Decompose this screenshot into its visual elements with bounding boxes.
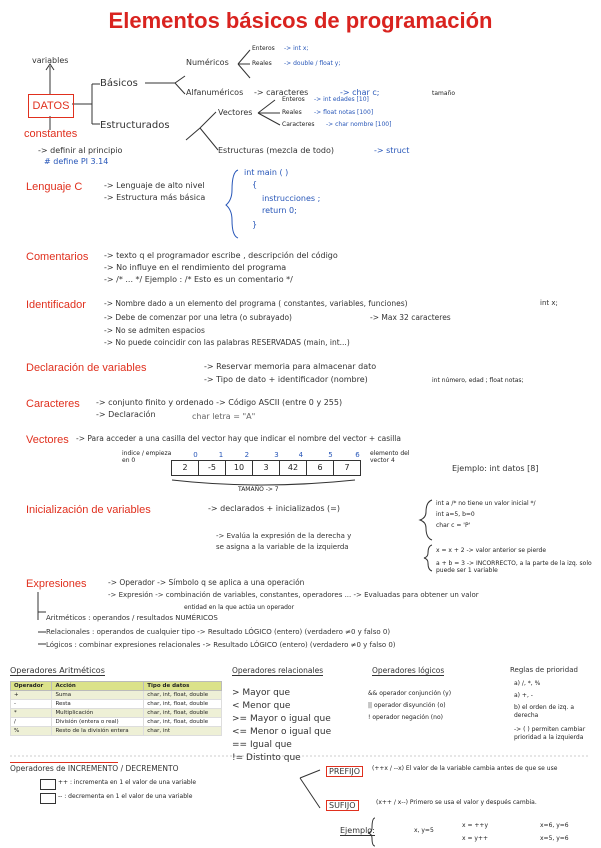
vector-element-label: elemento del vector 4 <box>370 450 410 464</box>
table-cell: char, int, float, double <box>144 709 222 718</box>
identificador-max: -> Max 32 caracteres <box>370 313 451 322</box>
declaracion-line-1: -> Reservar memoria para almacenar dato <box>204 362 377 371</box>
basicos-label: Básicos <box>100 78 138 89</box>
caracteres-heading: Caracteres <box>26 398 80 410</box>
table-cell: Suma <box>52 691 144 700</box>
struct-code: -> struct <box>374 146 410 155</box>
vector-value: 6 <box>317 463 323 472</box>
vec-caracteres-label: Caracteres <box>282 121 315 128</box>
table-row <box>11 700 222 709</box>
declaracion-line-2: -> Tipo de dato + identificador (nombre) <box>204 375 368 384</box>
prioridad-item: b) el orden de izq. a derecha <box>514 704 575 719</box>
vector-cell <box>252 451 280 476</box>
vector-cell <box>198 451 226 476</box>
table-cell: % <box>11 727 52 736</box>
init-example-2: int a=5, b=0 <box>436 511 475 518</box>
vector-value: 2 <box>182 463 188 472</box>
table-row <box>11 718 222 727</box>
table-header-row <box>11 682 222 691</box>
lenguaje-line-1: -> Lenguaje de alto nivel <box>104 181 205 190</box>
define-note: -> definir al principio <box>38 146 123 155</box>
declaracion-heading: Declaración de variables <box>26 362 147 374</box>
identificador-line-2: -> Debe de comenzar por una letra (o subrayado) <box>104 313 292 322</box>
vec-enteros-code: -> int edades [10] <box>314 96 369 103</box>
comentarios-line-3: -> /* ... */ Ejemplo : /* Esto es un comentario */ <box>104 275 293 284</box>
ejemplo-init: x, y=5 <box>414 827 434 834</box>
expresiones-logicos: Lógicos : combinar expresiones relacionales -> Resultado LÓGICO (entero) (verdadero ≠0 y falso 0) <box>46 641 396 649</box>
code-close-brace: } <box>252 220 258 229</box>
enteros-code: -> int x; <box>284 45 309 52</box>
decremento-line: -- : decrementa en 1 el valor de una variable <box>58 793 193 800</box>
table-cell: Resta <box>52 700 144 709</box>
expresiones-relacionales: Relacionales : operandos de cualquier tipo -> Resultado LÓGICO (entero) (verdadero ≠0 y falso 0) <box>46 628 391 636</box>
comentarios-line-1: -> texto q el programador escribe , descripción del código <box>104 251 338 260</box>
table-cell: Resto de la división entera <box>52 727 144 736</box>
vectores-line-1: -> Para acceder a una casilla del vector hay que indicar el nombre del vector + casilla <box>76 434 401 443</box>
logico-item: ! operador negación (no) <box>368 714 443 721</box>
prioridad-item: -> ( ) permiten cambiar prioridad a la izquierda <box>514 726 586 741</box>
declaracion-example: int número, edad ; float notas; <box>432 377 524 384</box>
vector-index: 2 <box>244 451 250 459</box>
incremento-line: ++ : incrementa en 1 el valor de una variable <box>58 779 197 786</box>
vector-value: 10 <box>233 463 245 472</box>
expresiones-aritmeticos: Aritméticos : operandos / resultados NUMÉRICOS <box>46 614 218 622</box>
resultado-1: x=6, y=6 <box>540 822 569 829</box>
vector-cell <box>225 451 253 476</box>
prioridad-item: a) /, *, % <box>514 680 541 687</box>
prefijo-desc: (++x / --x) El valor de la variable cambia antes de que se use <box>372 765 558 772</box>
table-row <box>11 727 222 736</box>
vector-cell <box>171 451 199 476</box>
tamano-note: tamaño <box>432 90 456 97</box>
increment-box <box>40 779 56 790</box>
ejemplo-label: Ejemplo: <box>340 826 375 835</box>
column-header: Operador <box>11 682 52 691</box>
code-main: int main ( ) <box>244 168 289 177</box>
column-header: Acción <box>52 682 144 691</box>
comentarios-line-2: -> No influye en el rendimiento del programa <box>104 263 287 272</box>
init-example-1: int a /* no tiene un valor inicial */ <box>436 500 536 507</box>
vector-cell <box>333 451 361 476</box>
table-cell: - <box>11 700 52 709</box>
table-cell: / <box>11 718 52 727</box>
relacional-item: < Menor que <box>232 701 291 711</box>
vectores-label: Vectores <box>218 108 253 117</box>
table-cell: char, int <box>144 727 222 736</box>
identificador-heading: Identificador <box>26 299 86 311</box>
inicializacion-heading: Inicialización de variables <box>26 504 151 516</box>
sufijo-label: SUFIJO <box>326 800 359 811</box>
ejemplo-1: x = ++y <box>462 822 488 829</box>
relacionales-heading: Operadores relacionales <box>232 666 324 675</box>
estructurados-label: Estructurados <box>100 120 170 131</box>
identificador-line-3: -> No se admiten espacios <box>104 326 205 335</box>
inicializacion-line-2: -> Evalúa la expresión de la derecha y <box>216 532 352 540</box>
relacional-item: <= Menor o igual que <box>232 727 332 737</box>
vector-value: 3 <box>263 463 269 472</box>
logico-item: && operador conjunción (y) <box>368 690 452 697</box>
estructuras-label: Estructuras (mezcla de todo) <box>218 146 334 155</box>
caracteres-line-2: -> Declaración <box>96 410 156 419</box>
table-cell: char, int, float, double <box>144 700 222 709</box>
expresiones-note: entidad en la que actúa un operador <box>184 604 295 611</box>
init-example-5: a + b = 3 -> INCORRECTO, a la parte de la izq. solo puede ser 1 variable <box>436 560 592 574</box>
char-code: -> char c; <box>340 88 380 97</box>
code-instrucciones: instrucciones ; <box>262 194 321 203</box>
caracteres-label: -> caracteres <box>254 88 309 97</box>
init-example-4: x = x + 2 -> valor anterior se pierde <box>436 547 547 554</box>
vector-value: 7 <box>344 463 350 472</box>
vector-index: 4 <box>298 451 304 459</box>
table-cell: Multiplicación <box>52 709 144 718</box>
numericos-label: Numéricos <box>186 58 229 67</box>
init-example-3: char c = 'P' <box>436 522 471 529</box>
caracteres-line-1: -> conjunto finito y ordenado -> Código ASCII (entre 0 y 255) <box>96 398 343 407</box>
vector-index: 1 <box>218 451 224 459</box>
inicializacion-line-3: se asigna a la variable de la izquierda <box>216 543 349 551</box>
vec-reales-code: -> float notas [100] <box>314 109 374 116</box>
column-header: Tipo de datos <box>144 682 222 691</box>
vector-size-label: TAMAÑO -> 7 <box>238 486 279 493</box>
relacional-item: == Igual que <box>232 740 292 750</box>
vector-value: -5 <box>208 463 216 472</box>
table-cell: División (entera o real) <box>52 718 144 727</box>
constantes-label: constantes <box>24 128 78 140</box>
table-cell: * <box>11 709 52 718</box>
decrement-box <box>40 793 56 804</box>
code-return: return 0; <box>262 206 297 215</box>
reales-label: Reales <box>252 60 272 67</box>
ejemplo-2: x = y++ <box>462 835 488 842</box>
enteros-label: Enteros <box>252 45 275 52</box>
vector-index: 6 <box>355 451 360 459</box>
table-row <box>11 691 222 700</box>
code-open-brace: { <box>252 180 258 189</box>
prefijo-label: PREFIJO <box>326 766 363 777</box>
table-cell: + <box>11 691 52 700</box>
identificador-example: int x; <box>540 299 558 307</box>
logico-item: || operador disyunción (o) <box>368 702 446 709</box>
vec-reales-label: Reales <box>282 109 302 116</box>
vector-index: 0 <box>193 451 198 459</box>
reales-code: -> double / float y; <box>284 60 341 67</box>
expresiones-line-2: -> Expresión -> combinación de variables, constantes, operadores ... -> Evaluadas para obtener un valor <box>108 591 479 599</box>
prioridad-item: a) +, - <box>514 692 533 699</box>
inicializacion-line-1: -> declarados + inicializados (=) <box>208 504 340 513</box>
incremento-heading: Operadores de INCREMENTO / DECREMENTO <box>10 764 179 773</box>
variables-label: variables <box>32 56 69 65</box>
table-row <box>11 709 222 718</box>
identificador-line-4: -> No puede coincidir con las palabras RESERVADAS (main, int...) <box>104 338 350 347</box>
vector-cell <box>279 451 307 476</box>
lenguaje-line-2: -> Estructura más básica <box>104 193 206 202</box>
vector-value: 42 <box>287 463 299 472</box>
vector-diagram <box>172 451 361 474</box>
table-cell: char, int, float, double <box>144 691 222 700</box>
define-code: # define PI 3.14 <box>44 157 109 166</box>
vector-cell <box>306 451 334 476</box>
alfanumericos-label: Alfanuméricos <box>186 88 244 97</box>
prioridad-heading: Reglas de prioridad <box>510 666 578 674</box>
vectores-heading: Vectores <box>26 434 69 446</box>
vec-caracteres-code: -> char nombre [100] <box>326 121 392 128</box>
vector-index-label: indice / empieza en 0 <box>122 450 172 464</box>
vector-index: 3 <box>274 451 279 459</box>
lenguaje-c-heading: Lenguaje C <box>26 181 83 193</box>
relacional-item: > Mayor que <box>232 688 291 698</box>
resultado-2: x=5, y=6 <box>540 835 569 842</box>
sufijo-desc: (x++ / x--) Primero se usa el valor y después cambia. <box>376 799 537 806</box>
identificador-line-1: -> Nombre dado a un elemento del programa ( constantes, variables, funciones) <box>104 299 408 308</box>
relacional-item: >= Mayor o igual que <box>232 714 331 724</box>
datos-box: DATOS <box>28 94 74 118</box>
expresiones-line-1: -> Operador -> Símbolo q se aplica a una operación <box>108 578 305 587</box>
relacional-item: != Distinto que <box>232 753 301 763</box>
table-cell: char, int, float, double <box>144 718 222 727</box>
logicos-heading: Operadores lógicos <box>372 666 445 675</box>
caracteres-example: char letra = "A" <box>192 412 256 421</box>
vector-index: 5 <box>328 451 333 459</box>
expresiones-heading: Expresiones <box>26 578 87 590</box>
page-title: Elementos básicos de programación <box>108 8 493 33</box>
aritmeticos-table <box>10 681 222 736</box>
aritmeticos-heading: Operadores Aritméticos <box>10 666 105 675</box>
vec-enteros-label: Enteros <box>282 96 305 103</box>
vector-example: Ejemplo: int datos [8] <box>452 464 539 473</box>
comentarios-heading: Comentarios <box>26 251 89 263</box>
